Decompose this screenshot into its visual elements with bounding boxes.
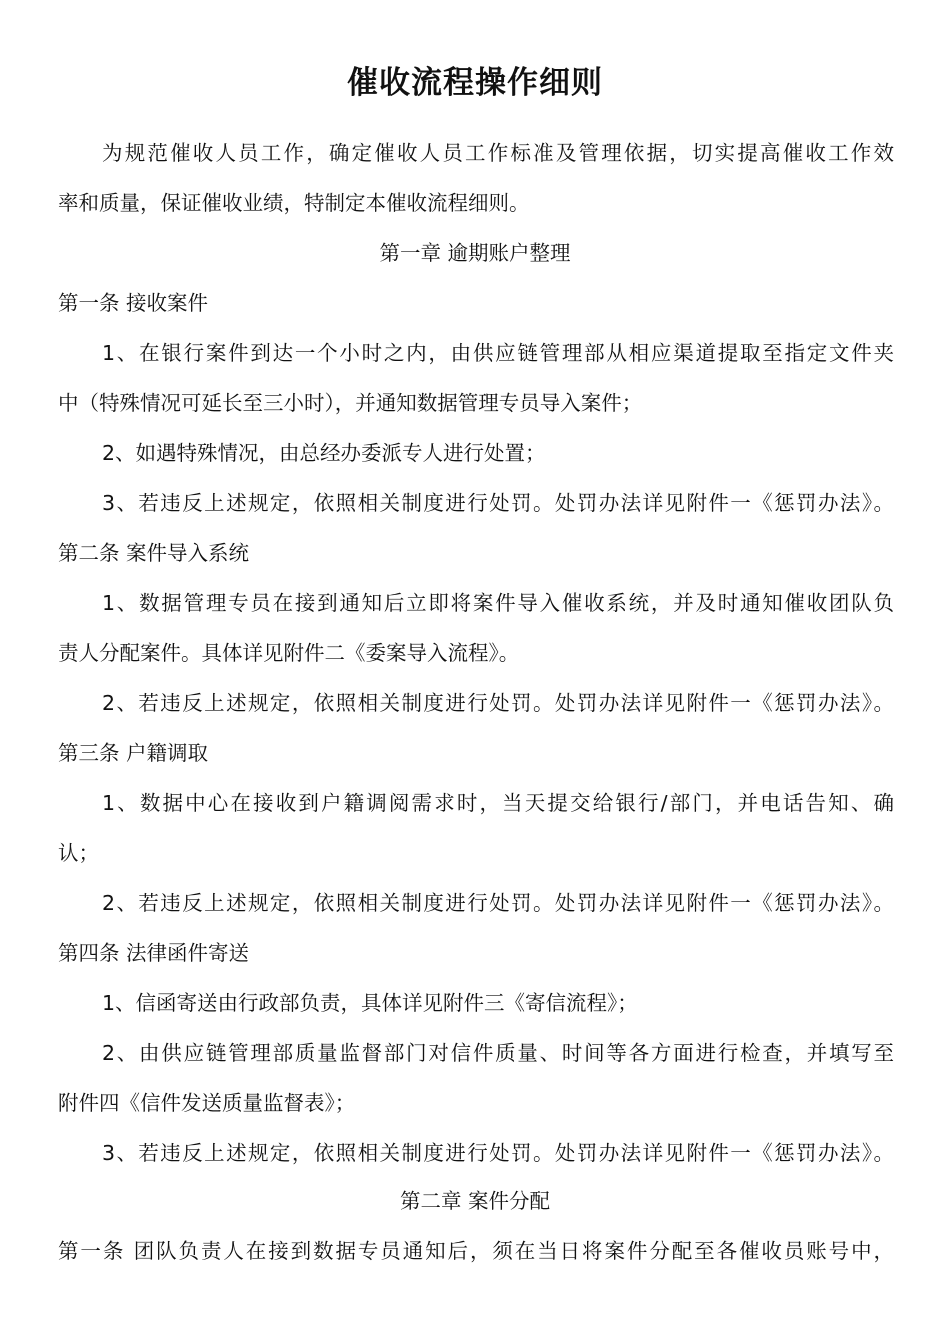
article-3-item-2: 2、若违反上述规定，依照相关制度进行处罚。处罚办法详见附件一《惩罚办法》。 [102, 891, 894, 915]
article-4-item-1: 1、信函寄送由行政部负责，具体详见附件三《寄信流程》； [102, 991, 638, 1015]
article-1-item-1-line-2: 中（特殊情况可延长至三小时），并通知数据管理专员导入案件； [58, 391, 643, 415]
article-4-item-2-line-2: 附件四《信件发送质量监督表》； [58, 1091, 356, 1115]
article-2-item-1-line-2: 责人分配案件。具体详见附件二《委案导入流程》。 [58, 641, 520, 665]
chapter-1-heading: 第一章 逾期账户整理 [379, 241, 571, 265]
chapter-2-heading: 第二章 案件分配 [399, 1189, 551, 1213]
intro-line-1: 为规范催收人员工作，确定催收人员工作标准及管理依据，切实提高催收工作效 [102, 141, 894, 165]
article-4-item-3: 3、若违反上述规定，依照相关制度进行处罚。处罚办法详见附件一《惩罚办法》。 [102, 1141, 894, 1165]
article-1-item-2: 2、如遇特殊情况，由总经办委派专人进行处置； [102, 441, 546, 465]
document-title: 催收流程操作细则 [347, 65, 603, 101]
article-1-heading: 第一条 接收案件 [58, 291, 209, 315]
article-2-item-1-line-1: 1、数据管理专员在接到通知后立即将案件导入催收系统，并及时通知催收团队负 [102, 591, 894, 615]
article-3-item-1-line-1: 1、数据中心在接收到户籍调阅需求时，当天提交给银行/部门，并电话告知、确 [102, 791, 894, 815]
article-3-heading: 第三条 户籍调取 [58, 741, 209, 765]
article-1-item-3: 3、若违反上述规定，依照相关制度进行处罚。处罚办法详见附件一《惩罚办法》。 [102, 491, 894, 515]
intro-line-2: 率和质量，保证催收业绩，特制定本催收流程细则。 [58, 191, 530, 215]
article-3-item-1-line-2: 认； [58, 841, 99, 865]
chapter-2-article-1-line: 第一条 团队负责人在接到数据专员通知后，须在当日将案件分配至各催收员账号中， [58, 1239, 894, 1263]
article-2-item-2: 2、若违反上述规定，依照相关制度进行处罚。处罚办法详见附件一《惩罚办法》。 [102, 691, 894, 715]
article-1-item-1-line-1: 1、在银行案件到达一个小时之内，由供应链管理部从相应渠道提取至指定文件夹 [102, 341, 894, 365]
article-4-heading: 第四条 法律函件寄送 [58, 941, 250, 965]
article-4-item-2-line-1: 2、由供应链管理部质量监督部门对信件质量、时间等各方面进行检查，并填写至 [102, 1041, 894, 1065]
article-2-heading: 第二条 案件导入系统 [58, 541, 250, 565]
